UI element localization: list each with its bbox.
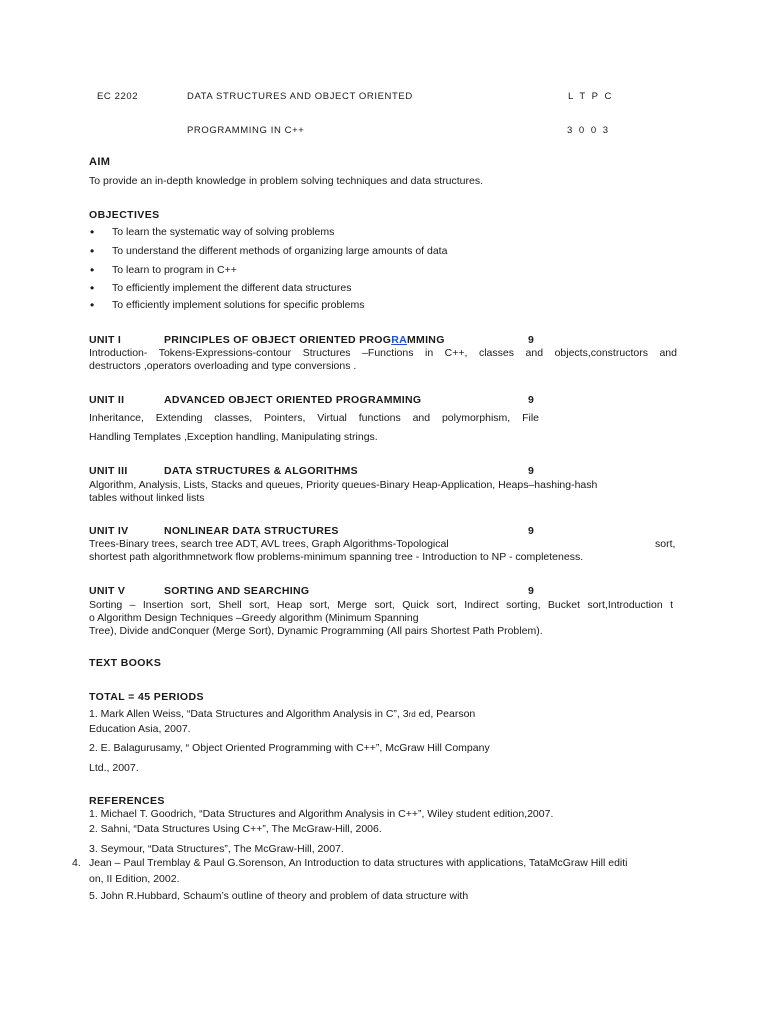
unit-2-text-line: Handling Templates ,Exception handling, Manipulating strings. [89, 431, 378, 443]
reference-4: Jean – Paul Tremblay & Paul G.Sorenson, An Introduction to data structures with applications, TataMcGraw Hill editi [89, 857, 628, 869]
unit-4-heading [89, 525, 549, 538]
unit-title: SORTING AND SEARCHING [164, 585, 310, 597]
unit-4-text-line: Trees-Binary trees, search tree ADT, AVL trees, Graph Algorithms-Topological [89, 538, 449, 550]
bullet-icon: • [90, 225, 95, 239]
unit-2-heading [89, 394, 549, 407]
unit-title: DATA STRUCTURES & ALGORITHMS [164, 465, 358, 477]
reference-3: 3. Seymour, “Data Structures”, The McGraw-Hill, 2007. [89, 843, 344, 855]
reference-2: 2. Sahni, “Data Structures Using C++”, The McGraw-Hill, 2006. [89, 823, 382, 835]
unit-3-heading [89, 465, 549, 478]
course-title-line1: DATA STRUCTURES AND OBJECT ORIENTED [187, 91, 413, 102]
unit-hours: 9 [528, 394, 535, 406]
unit-5-heading [89, 585, 549, 598]
unit-4-text-line-end: sort, [655, 538, 676, 550]
unit-title: ADVANCED OBJECT ORIENTED PROGRAMMING [164, 394, 422, 406]
course-title-line2: PROGRAMMING IN C++ [187, 125, 305, 136]
text-book-2: 2. E. Balagurusamy, “ Object Oriented Programming with C++”, McGraw Hill Company [89, 742, 490, 754]
unit-hours: 9 [528, 585, 535, 597]
text-book-2-cont: Ltd., 2007. [89, 762, 139, 774]
unit-title: NONLINEAR DATA STRUCTURES [164, 525, 339, 537]
unit-5-text-line: Sorting – Insertion sort, Shell sort, Heap sort, Merge sort, Quick sort, Indirect sorting, Bucket sort,Introduction t [89, 599, 673, 611]
unit-3-text-line: tables without linked lists [89, 492, 205, 504]
ltpc-label: L T P C [568, 91, 614, 102]
references-heading: REFERENCES [89, 795, 165, 807]
reference-5: 5. John R.Hubbard, Schaum’s outline of theory and problem of data structure with [89, 890, 469, 902]
reference-1: 1. Michael T. Goodrich, “Data Structures and Algorithm Analysis in C++”, Wiley student edition,2007. [89, 808, 554, 820]
reference-4-cont: on, II Edition, 2002. [89, 873, 180, 885]
bullet-icon: • [90, 298, 95, 312]
objective-item: To efficiently implement the different data structures [112, 282, 352, 294]
objective-item: To understand the different methods of organizing large amounts of data [112, 245, 448, 257]
unit-5-text-line: o Algorithm Design Techniques –Greedy algorithm (Minimum Spanning [89, 612, 419, 624]
aim-heading: AIM [89, 156, 111, 168]
unit-label: UNIT I [89, 334, 122, 346]
unit-5-text-line: Tree), Divide andConquer (Merge Sort), Dynamic Programming (All pairs Shortest Path Problem). [89, 625, 543, 637]
highlighted-link-text[interactable]: RA [391, 334, 407, 346]
unit-2-text-line: Inheritance, Extending classes, Pointers, Virtual functions and polymorphism, File [89, 412, 539, 424]
reference-4-number: 4. [72, 857, 81, 869]
unit-label: UNIT II [89, 394, 125, 406]
unit-label: UNIT IV [89, 525, 129, 537]
text-books-heading: TEXT BOOKS [89, 657, 162, 669]
unit-1-heading [89, 334, 549, 347]
unit-4-text-line: shortest path algorithmnetwork flow problems-minimum spanning tree - Introduction to NP - completeness. [89, 551, 584, 563]
bullet-icon: • [90, 281, 95, 295]
objectives-heading: OBJECTIVES [89, 209, 160, 221]
unit-title: PRINCIPLES OF OBJECT ORIENTED PROGRAMMING [164, 334, 445, 346]
course-code: EC 2202 [97, 91, 139, 102]
unit-1-text-line: destructors ,operators overloading and type conversions . [89, 360, 357, 372]
unit-hours: 9 [528, 525, 535, 537]
unit-hours: 9 [528, 334, 535, 346]
aim-text: To provide an in-depth knowledge in problem solving techniques and data structures. [89, 175, 483, 187]
objective-item: To learn the systematic way of solving problems [112, 226, 335, 238]
unit-label: UNIT III [89, 465, 128, 477]
bullet-icon: • [90, 263, 95, 277]
unit-hours: 9 [528, 465, 535, 477]
text-book-1: 1. Mark Allen Weiss, “Data Structures and Algorithm Analysis in C”, 3rd ed, Pearson [89, 708, 476, 720]
unit-3-text-line: Algorithm, Analysis, Lists, Stacks and queues, Priority queues-Binary Heap-Application, Heaps–hashing-hash [89, 479, 598, 491]
text-book-1-cont: Education Asia, 2007. [89, 723, 191, 735]
objective-item: To efficiently implement solutions for specific problems [112, 299, 365, 311]
unit-label: UNIT V [89, 585, 126, 597]
objective-item: To learn to program in C++ [112, 264, 237, 276]
unit-1-text-line: Introduction- Tokens-Expressions-contour Structures –Functions in C++, classes and objects,constructors and [89, 347, 677, 359]
total-periods: TOTAL = 45 PERIODS [89, 691, 204, 703]
bullet-icon: • [90, 244, 95, 258]
ltpc-values: 3 0 0 3 [567, 125, 611, 136]
